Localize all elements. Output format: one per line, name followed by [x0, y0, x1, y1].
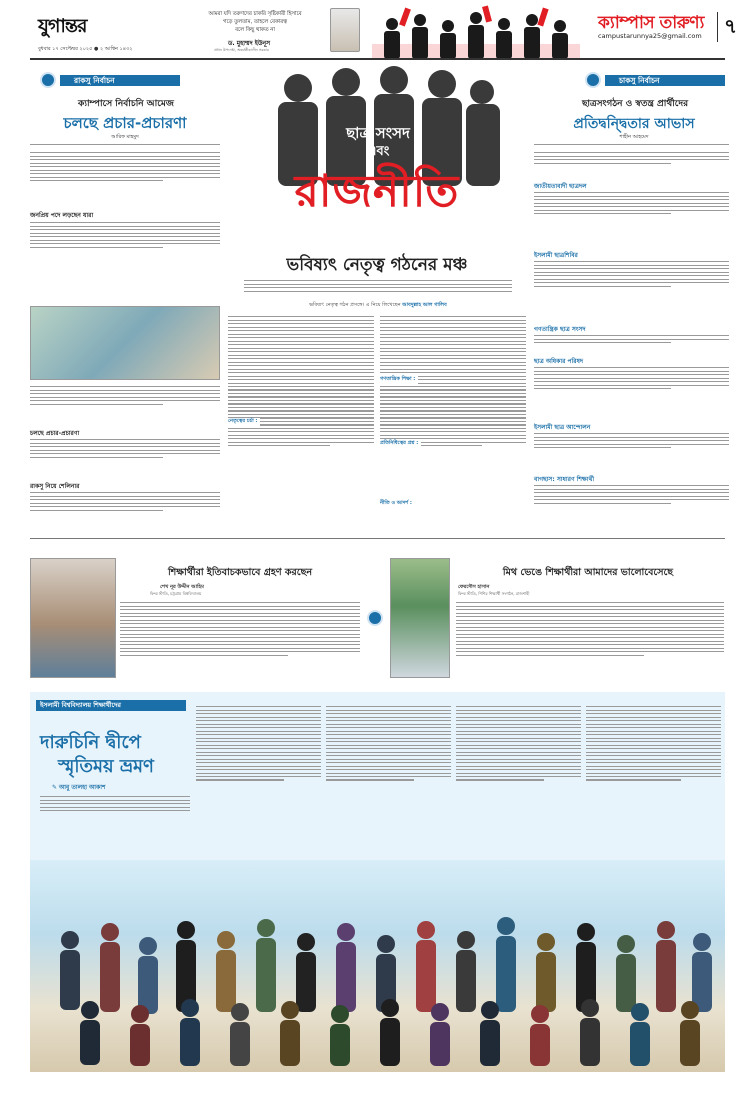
portrait-photo: [330, 8, 360, 52]
crowd-illustration: [372, 4, 580, 60]
left-kicker: ক্যাম্পাসে নির্বাচনি আমেজ: [78, 99, 174, 109]
right-headline: প্রতিদ্বন্দ্বিতার আভাস: [573, 116, 695, 132]
paper-name: যুগান্তর: [38, 15, 87, 37]
quote-line: গড়ে তুলতাম, তাহলে বেকারত্ব: [223, 19, 287, 25]
right-body-2: [534, 190, 729, 246]
page-number: ৭: [724, 14, 738, 38]
travel-intro: [40, 794, 190, 834]
left-story-photo: [30, 306, 220, 380]
left-body-1: [30, 150, 220, 205]
opinion-left-role: ফিল্ম স্টাডি, চট্টগ্রাম বিশ্ববিদ্যালয়: [150, 591, 202, 596]
opinion-right-name: ফেরদৌস হাসান: [458, 584, 490, 590]
feature-title-big: রাজনীতি: [294, 166, 460, 217]
feature-title-top: ছাত্র সংসদ: [346, 124, 410, 142]
right-subhead: ছাত্র অধিকার পরিষদ: [534, 358, 584, 365]
pen-icon: ✎: [52, 784, 59, 791]
tag-label: রাকসু নির্বাচন: [74, 76, 115, 85]
travel-byline: [52, 782, 106, 793]
left-headline: চলছে প্রচার-প্রচারণা: [63, 114, 187, 132]
tag-label: চাকসু নির্বাচন: [619, 76, 660, 85]
right-body-7: [534, 483, 729, 531]
right-subhead: বাগছাস: সাধারণ শিক্ষার্থী: [534, 476, 595, 483]
opinion-left-body: [120, 600, 360, 686]
quote-block: [180, 10, 330, 34]
university-logo-icon: [585, 72, 601, 88]
right-subhead: জাতীয়তাবাদী ছাত্রদল: [534, 183, 587, 190]
left-body-4: [30, 437, 220, 479]
right-subhead: গণতান্ত্রিক ছাত্র সংসদ: [534, 326, 586, 333]
opinion-right-body: [456, 600, 724, 686]
right-body-6: [534, 431, 729, 471]
masthead: [0, 0, 751, 62]
left-rule: [30, 144, 220, 145]
page-divider: [717, 12, 718, 42]
quote-line: বলে কিছু থাকত না: [235, 27, 275, 33]
campus-logo-icon: [367, 610, 383, 626]
opinion-right-headline: মিথ ভেঙে শিক্ষার্থীরা আমাদের ভালোবেসেছে: [502, 567, 674, 578]
feature-author-line: [244, 302, 512, 310]
left-subhead: চলছে প্রচার-প্রচারণা: [30, 430, 80, 437]
feature-body-col-2: [380, 314, 526, 530]
left-story-tag: [40, 72, 180, 88]
left-byline: আরিফ মাহমুদ: [111, 134, 139, 140]
right-body-1: [534, 150, 729, 178]
left-subhead: জনপ্রিয় পদে লড়ছেন যারা: [30, 212, 94, 219]
feature-subhead: প্রতিনিধিত্বের প্রশ্ন :: [380, 440, 421, 448]
right-body-4: [534, 333, 729, 353]
feature-banner: [228, 66, 526, 246]
author-name: আবদুল্লাহ আল গালিব: [402, 302, 447, 308]
travel-body-col-2: [326, 704, 451, 854]
group-photo: [30, 860, 725, 1072]
opinion-left-name: শেখ নূর উদ্দীন আহিম: [160, 584, 204, 590]
feature-subhead: নীতি ও আদর্শ :: [380, 500, 415, 508]
left-body-2: [30, 220, 220, 300]
opinion-left-photo: [30, 558, 116, 678]
right-story-tag: [585, 72, 725, 88]
right-rule: [534, 144, 729, 145]
right-subhead: ইসলামী ছাত্র আন্দোলন: [534, 424, 591, 431]
travel-tag: ইসলামী বিশ্ববিদ্যালয় শিক্ষার্থীদের: [40, 702, 121, 709]
feature-subhead: গণতান্ত্রিক শিক্ষা :: [380, 376, 418, 384]
opinion-right-role: ফিল্ম স্টাডি, শিশির শিক্ষার্থী সংগঠন, রাজশাহী: [458, 591, 530, 596]
right-byline: শাহীন আহমেদ: [619, 134, 649, 140]
feature-subhead: নেতৃত্বের চর্চা :: [228, 418, 260, 426]
section-email: campustarunnya25@gmail.com: [598, 32, 702, 40]
left-subhead: রাকসু নিয়ে শেলিনার: [30, 483, 80, 490]
opinion-right-photo: [390, 558, 450, 678]
quote-author-role: প্রধান উপদেষ্টা, অন্তর্বর্তীকালীন সরকার: [214, 48, 269, 52]
byline-name: আবু তালহা আকাশ: [58, 784, 106, 791]
date-line: বুধবার ১৭ সেপ্টেম্বর ২০২৫ ● ২ আশ্বিন ১৪৩২: [38, 46, 133, 52]
left-body-5: [30, 490, 220, 532]
opinion-left-headline: শিক্ষার্থীরা ইতিবাচকভাবে গ্রহণ করছেন: [167, 567, 313, 578]
travel-body-col-1: [196, 704, 321, 854]
quote-line: আমরা যদি তরুণদের চাকরি সৃষ্টিকারী হিসাবে: [208, 11, 302, 17]
travel-headline-2: স্মৃতিময় ভ্রমণ: [58, 756, 154, 777]
section-rule: [30, 538, 725, 539]
feature-subtitle: ভবিষ্যৎ নেতৃত্ব গঠনের মঞ্চ: [286, 255, 468, 275]
university-logo-icon: [40, 72, 56, 88]
travel-body-col-4: [586, 704, 721, 854]
masthead-rule: [30, 58, 725, 60]
group-people-illustration: [30, 860, 725, 1072]
right-kicker: ছাত্রসংগঠন ও স্বতন্ত্র প্রার্থীদের: [581, 99, 689, 109]
feature-title-mid: এবং: [366, 144, 390, 159]
right-subhead: ইসলামী ছাত্রশিবির: [534, 252, 578, 259]
section-name: ক্যাম্পাস তারুণ্য: [598, 13, 704, 33]
travel-body-col-3: [456, 704, 581, 854]
travel-headline-1: দারুচিনি দ্বীপে: [40, 732, 141, 753]
right-body-5: [534, 365, 729, 419]
author-prefix: ভবিষ্যৎ নেতৃত্ব গঠন প্রসঙ্গে। এ নিয়ে লিখেছেন: [309, 302, 401, 308]
quote-author: ড. মুহাম্মদ ইউনূস: [228, 40, 271, 47]
left-body-3: [30, 384, 220, 426]
right-body-3: [534, 259, 729, 321]
